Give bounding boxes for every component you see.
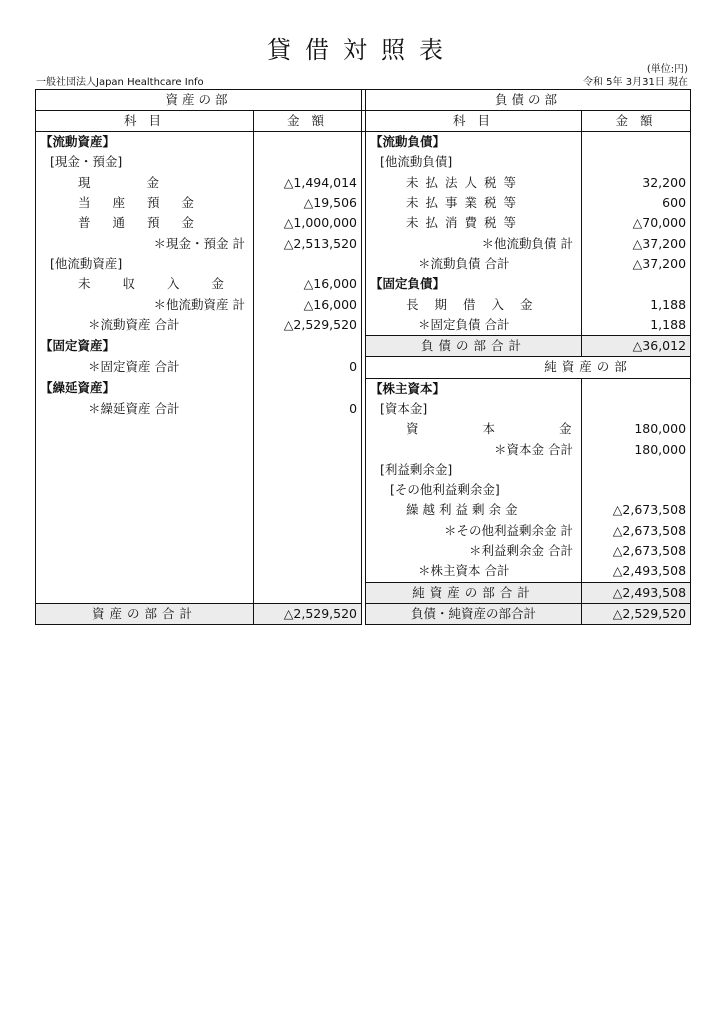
left-amount: △1,494,014 <box>254 173 362 193</box>
left-label <box>36 500 254 520</box>
right-label: [利益剰余金] <box>366 460 582 480</box>
left-label <box>36 439 254 459</box>
table-row <box>36 561 691 582</box>
table-row <box>36 315 691 336</box>
right-amount: 180,000 <box>582 419 691 439</box>
table-row <box>36 294 691 314</box>
table-row <box>36 582 691 603</box>
net-assets-total-amount: △2,493,508 <box>582 582 691 603</box>
table-row <box>36 500 691 520</box>
right-amount: △2,673,508 <box>582 500 691 520</box>
right-amount: 600 <box>582 193 691 213</box>
column-header-row <box>36 111 691 132</box>
right-label: 未払法人税等 <box>366 173 582 193</box>
assets-section-header: 資産の部 <box>36 90 362 111</box>
liabilities-total-amount: △36,012 <box>582 335 691 356</box>
left-label: 現 金 <box>36 173 254 193</box>
right-label: ＊株主資本 合計 <box>366 561 582 582</box>
report-date: 令和 5年 3月31日 現在 <box>583 77 688 88</box>
table-row <box>36 541 691 561</box>
liabilities-total-label: 負債の部合計 <box>366 335 582 356</box>
right-amount: 1,188 <box>582 294 691 314</box>
right-amount: △70,000 <box>582 213 691 233</box>
left-amount <box>254 152 362 172</box>
table-row <box>36 460 691 480</box>
balance-sheet-table <box>35 89 691 625</box>
right-label: ＊固定負債 合計 <box>366 315 582 336</box>
left-label <box>36 582 254 603</box>
left-label <box>36 541 254 561</box>
table-row <box>36 335 691 356</box>
left-label <box>36 419 254 439</box>
left-label: ＊固定資産 合計 <box>36 357 254 378</box>
right-label: [資本金] <box>366 399 582 419</box>
left-label: ＊現金・預金 計 <box>36 233 254 253</box>
left-amount-header: 金 額 <box>254 111 362 132</box>
right-label: 【流動負債】 <box>366 132 582 153</box>
left-amount: △19,506 <box>254 193 362 213</box>
left-amount <box>254 480 362 500</box>
right-label: 未払消費税等 <box>366 213 582 233</box>
right-amount: △2,673,508 <box>582 541 691 561</box>
table-row <box>36 254 691 274</box>
left-label: 未 収 入 金 <box>36 274 254 294</box>
left-amount <box>254 439 362 459</box>
left-label: [現金・預金] <box>36 152 254 172</box>
left-label: [他流動資産] <box>36 254 254 274</box>
left-amount: △2,529,520 <box>254 315 362 336</box>
right-label: ＊他流動負債 計 <box>366 233 582 253</box>
left-label <box>36 460 254 480</box>
right-amount <box>582 274 691 294</box>
table-row <box>36 378 691 399</box>
left-label: 【繰延資産】 <box>36 378 254 399</box>
table-row <box>36 480 691 500</box>
left-label: 普 通 預 金 <box>36 213 254 233</box>
left-amount: 0 <box>254 399 362 419</box>
right-label: ＊資本金 合計 <box>366 439 582 459</box>
table-row <box>36 193 691 213</box>
table-row <box>36 439 691 459</box>
left-amount <box>254 582 362 603</box>
left-label <box>36 521 254 541</box>
left-amount <box>254 500 362 520</box>
right-amount: △37,200 <box>582 233 691 253</box>
right-amount <box>582 378 691 399</box>
table-row <box>36 399 691 419</box>
right-label: 長期借入金 <box>366 294 582 314</box>
table-row <box>36 233 691 253</box>
table-row <box>36 173 691 193</box>
table-row <box>36 521 691 541</box>
left-amount <box>254 521 362 541</box>
left-label: 【流動資産】 <box>36 132 254 153</box>
right-label: 【株主資本】 <box>366 378 582 399</box>
right-amount: 180,000 <box>582 439 691 459</box>
left-label: 当 座 預 金 <box>36 193 254 213</box>
left-amount <box>254 132 362 153</box>
left-amount: △16,000 <box>254 274 362 294</box>
left-label: ＊流動資産 合計 <box>36 315 254 336</box>
section-header-row <box>36 90 691 111</box>
right-label: [その他利益剰余金] <box>366 480 582 500</box>
right-label: 【固定負債】 <box>366 274 582 294</box>
liabilities-section-header: 負債の部 <box>366 90 691 111</box>
table-row <box>36 213 691 233</box>
table-row <box>36 419 691 439</box>
right-amount <box>582 132 691 153</box>
right-amount <box>582 399 691 419</box>
liabilities-net-assets-total-label: 負債・純資産の部合計 <box>366 603 582 624</box>
table-row <box>36 152 691 172</box>
right-amount <box>582 460 691 480</box>
unit-note: (単位:円) <box>646 64 688 75</box>
left-label: ＊他流動資産 計 <box>36 294 254 314</box>
table-row <box>36 357 691 378</box>
left-item-header: 科 目 <box>36 111 254 132</box>
right-amount-header: 金 額 <box>582 111 691 132</box>
left-amount <box>254 460 362 480</box>
left-amount <box>254 561 362 582</box>
company-name: 一般社団法人Japan Healthcare Info <box>36 77 204 88</box>
right-amount: △2,493,508 <box>582 561 691 582</box>
right-label: 未払事業税等 <box>366 193 582 213</box>
right-label: ＊利益剰余金 合計 <box>366 541 582 561</box>
left-amount <box>254 335 362 356</box>
right-label: ＊流動負債 合計 <box>366 254 582 274</box>
left-label: ＊繰延資産 合計 <box>36 399 254 419</box>
liabilities-net-assets-total-amount: △2,529,520 <box>582 603 691 624</box>
right-amount: △37,200 <box>582 254 691 274</box>
right-item-header: 科 目 <box>366 111 582 132</box>
left-amount: △16,000 <box>254 294 362 314</box>
table-row <box>36 132 691 153</box>
left-amount <box>254 254 362 274</box>
right-amount <box>582 152 691 172</box>
left-amount: 0 <box>254 357 362 378</box>
left-label <box>36 480 254 500</box>
right-label: ＊その他利益剰余金 計 <box>366 521 582 541</box>
right-amount <box>582 480 691 500</box>
left-label: 【固定資産】 <box>36 335 254 356</box>
right-label: 繰越利益剰余金 <box>366 500 582 520</box>
right-amount: △2,673,508 <box>582 521 691 541</box>
assets-total-amount: △2,529,520 <box>254 603 362 624</box>
left-amount <box>254 419 362 439</box>
right-amount: 1,188 <box>582 315 691 336</box>
right-amount: 32,200 <box>582 173 691 193</box>
left-amount <box>254 378 362 399</box>
right-label: 資 本 金 <box>366 419 582 439</box>
document-title: 貸借対照表 <box>267 36 457 64</box>
left-label <box>36 561 254 582</box>
grand-total-row <box>36 603 691 624</box>
net-assets-total-label: 純資産の部合計 <box>366 582 582 603</box>
left-amount: △1,000,000 <box>254 213 362 233</box>
assets-total-label: 資産の部合計 <box>36 603 254 624</box>
left-amount: △2,513,520 <box>254 233 362 253</box>
table-row <box>36 274 691 294</box>
left-amount <box>254 541 362 561</box>
right-label: [他流動負債] <box>366 152 582 172</box>
net-assets-section-header: 純資産の部 <box>366 357 691 378</box>
